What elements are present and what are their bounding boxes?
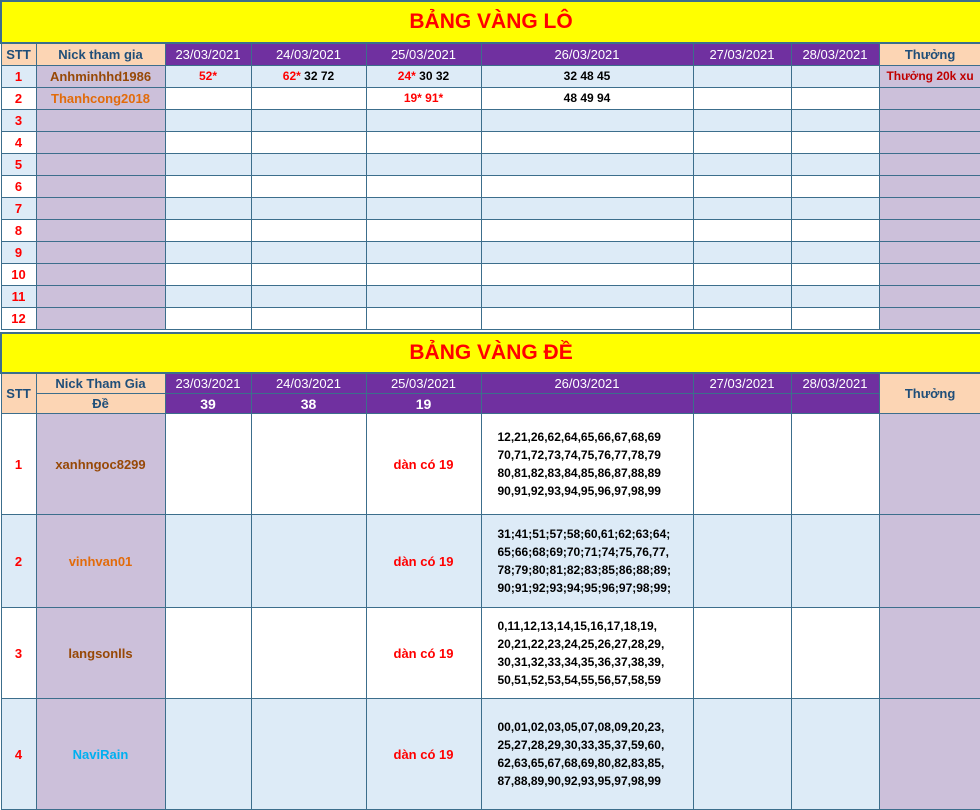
de-cell [165, 515, 251, 608]
lo-header-date-2: 24/03/2021 [251, 43, 366, 65]
lo-cell [251, 241, 366, 263]
lo-row-stt: 4 [1, 131, 36, 153]
de-cell-numbers [481, 515, 693, 608]
de-row-reward [879, 515, 980, 608]
lo-row-reward [879, 109, 980, 131]
lo-row [1, 219, 980, 241]
de-header-date-3: 25/03/2021 [366, 373, 481, 394]
lo-header-nick: Nick tham gia [36, 43, 165, 65]
lo-cell [251, 87, 366, 109]
lo-cell [366, 87, 481, 109]
lo-cell [165, 153, 251, 175]
lo-cell [693, 241, 791, 263]
lo-cell-black: 30 32 [415, 69, 450, 83]
lo-cell [251, 109, 366, 131]
lo-cell [165, 197, 251, 219]
de-number-line: 0,11,12,13,14,15,16,17,18,19, [497, 619, 657, 633]
de-cell [251, 699, 366, 810]
lo-cell [366, 197, 481, 219]
de-cell [693, 414, 791, 515]
lo-cell [791, 65, 879, 87]
de-number-line: 00,01,02,03,05,07,08,09,20,23, [497, 720, 665, 734]
lo-cell [481, 307, 693, 329]
lo-cell [251, 219, 366, 241]
lo-cell [481, 241, 693, 263]
lo-row-nick [36, 131, 165, 153]
de-header-de-label: Đề [36, 394, 165, 414]
de-number-line: 30,31,32,33,34,35,36,37,38,39, [497, 655, 665, 669]
de-number-line: 50,51,52,53,54,55,56,57,58,59 [497, 673, 661, 687]
de-row-stt: 2 [1, 515, 36, 608]
de-result-5 [693, 394, 791, 414]
lo-row [1, 65, 980, 87]
lo-cell [251, 307, 366, 329]
lo-cell [693, 197, 791, 219]
de-row-stt: 3 [1, 608, 36, 699]
lo-cell [791, 219, 879, 241]
lo-row-reward [879, 131, 980, 153]
lo-row-reward [879, 87, 980, 109]
lo-cell [481, 109, 693, 131]
lo-row-reward [879, 241, 980, 263]
lo-row-nick [36, 241, 165, 263]
lo-cell [165, 241, 251, 263]
lo-cell [693, 153, 791, 175]
de-row-reward [879, 699, 980, 810]
lo-row [1, 153, 980, 175]
de-header-reward: Thưởng [879, 373, 980, 414]
de-number-line: 90,91,92,93,94,95,96,97,98,99 [497, 484, 661, 498]
lo-row [1, 263, 980, 285]
lo-cell [481, 219, 693, 241]
de-header-stt: STT [1, 373, 36, 414]
de-header-date-1: 23/03/2021 [165, 373, 251, 394]
lo-cell [251, 131, 366, 153]
lo-row-nick [36, 263, 165, 285]
lo-cell [791, 263, 879, 285]
de-row-nick: xanhngoc8299 [36, 414, 165, 515]
lo-cell [693, 307, 791, 329]
de-cell-note: dàn có 19 [366, 699, 481, 810]
de-cell [791, 515, 879, 608]
de-result-1: 39 [165, 394, 251, 414]
de-cell-note: dàn có 19 [366, 414, 481, 515]
lo-row-nick [36, 307, 165, 329]
lo-row-reward [879, 197, 980, 219]
de-row-stt: 1 [1, 414, 36, 515]
de-table [0, 332, 980, 810]
lo-cell [165, 109, 251, 131]
lo-row-stt: 11 [1, 285, 36, 307]
lo-cell [693, 219, 791, 241]
lo-cell [165, 263, 251, 285]
de-cell [165, 608, 251, 699]
de-cell [693, 515, 791, 608]
de-title: BẢNG VÀNG ĐỀ [1, 333, 980, 373]
de-result-6 [791, 394, 879, 414]
lo-cell [366, 109, 481, 131]
lo-cell [251, 197, 366, 219]
de-cell [251, 608, 366, 699]
lo-cell [366, 263, 481, 285]
lo-header-reward: Thưởng [879, 43, 980, 65]
lo-row-nick: Thanhcong2018 [36, 87, 165, 109]
lo-cell-red: 52* [198, 69, 218, 83]
de-header-date-2: 24/03/2021 [251, 373, 366, 394]
lo-row-nick [36, 197, 165, 219]
de-cell [251, 414, 366, 515]
lo-cell [366, 153, 481, 175]
lo-cell-black: 32 48 45 [563, 69, 611, 83]
de-header-date-4: 26/03/2021 [481, 373, 693, 394]
lo-row-reward [879, 153, 980, 175]
lo-row-nick [36, 219, 165, 241]
de-cell [693, 699, 791, 810]
de-row-reward [879, 414, 980, 515]
lo-row [1, 131, 980, 153]
de-cell-note: dàn có 19 [366, 608, 481, 699]
lo-row-stt: 12 [1, 307, 36, 329]
lo-row-reward [879, 263, 980, 285]
lo-cell-red: 19* 91* [403, 91, 444, 105]
lo-row-reward [879, 219, 980, 241]
lo-cell-black: 48 49 94 [563, 91, 611, 105]
de-cell [251, 515, 366, 608]
lo-row [1, 307, 980, 329]
de-number-line: 90;91;92;93;94;95;96;97;98;99; [497, 581, 671, 595]
lo-row-nick: Anhminhhd1986 [36, 65, 165, 87]
lo-header-date-1: 23/03/2021 [165, 43, 251, 65]
de-cell-numbers [481, 699, 693, 810]
lo-row-reward [879, 285, 980, 307]
lo-row [1, 109, 980, 131]
lo-cell-red: 62* [282, 69, 301, 83]
lo-cell [165, 175, 251, 197]
lo-row [1, 175, 980, 197]
de-cell-numbers [481, 608, 693, 699]
de-number-line: 70,71,72,73,74,75,76,77,78,79 [497, 448, 661, 462]
lo-row-stt: 8 [1, 219, 36, 241]
lo-cell [791, 131, 879, 153]
lo-cell [366, 219, 481, 241]
de-cell [791, 699, 879, 810]
lo-cell [693, 109, 791, 131]
lo-cell [165, 65, 251, 87]
lo-table [0, 0, 980, 330]
lo-cell [251, 153, 366, 175]
de-cell [165, 699, 251, 810]
lo-cell [481, 175, 693, 197]
de-header-date-6: 28/03/2021 [791, 373, 879, 394]
lo-cell [693, 65, 791, 87]
de-number-line: 25,27,28,29,30,33,35,37,59,60, [497, 738, 665, 752]
lo-cell [693, 263, 791, 285]
de-cell-numbers [481, 414, 693, 515]
lo-row-stt: 7 [1, 197, 36, 219]
lo-cell [366, 241, 481, 263]
de-row-nick: NaviRain [36, 699, 165, 810]
de-row-reward [879, 608, 980, 699]
de-row [1, 699, 980, 810]
lo-cell [791, 197, 879, 219]
lo-cell [481, 87, 693, 109]
lo-row-stt: 2 [1, 87, 36, 109]
de-cell-note: dàn có 19 [366, 515, 481, 608]
lo-cell [481, 65, 693, 87]
lo-row-nick [36, 175, 165, 197]
lo-cell [791, 153, 879, 175]
de-row [1, 608, 980, 699]
de-row-nick: vinhvan01 [36, 515, 165, 608]
lo-row-nick [36, 285, 165, 307]
lo-row-reward [879, 175, 980, 197]
lo-cell [481, 263, 693, 285]
de-row [1, 414, 980, 515]
lo-cell [791, 307, 879, 329]
lo-cell [366, 285, 481, 307]
lo-row-reward: Thưởng 20k xu [879, 65, 980, 87]
lo-title: BẢNG VÀNG LÔ [1, 1, 980, 43]
lo-cell [693, 131, 791, 153]
de-number-line: 31;41;51;57;58;60,61;62;63;64; [497, 527, 671, 541]
lo-header-date-4: 26/03/2021 [481, 43, 693, 65]
lo-cell [791, 175, 879, 197]
lo-cell [251, 175, 366, 197]
de-header-date-5: 27/03/2021 [693, 373, 791, 394]
lo-cell [791, 109, 879, 131]
de-header-nick: Nick Tham Gia [36, 373, 165, 394]
lo-cell [251, 263, 366, 285]
lo-cell [481, 197, 693, 219]
lo-row [1, 87, 980, 109]
lo-cell [481, 285, 693, 307]
lo-cell [165, 219, 251, 241]
lo-row-stt: 3 [1, 109, 36, 131]
lo-row-stt: 10 [1, 263, 36, 285]
lo-cell [481, 131, 693, 153]
lo-cell [165, 307, 251, 329]
de-row-nick: langsonlls [36, 608, 165, 699]
lo-row-nick [36, 153, 165, 175]
lo-header-date-3: 25/03/2021 [366, 43, 481, 65]
lo-cell [165, 87, 251, 109]
lo-cell [165, 285, 251, 307]
de-result-2: 38 [251, 394, 366, 414]
de-cell [791, 414, 879, 515]
lo-row-stt: 9 [1, 241, 36, 263]
lo-row [1, 241, 980, 263]
de-number-line: 12,21,26,62,64,65,66,67,68,69 [497, 430, 661, 444]
lo-cell [791, 285, 879, 307]
lo-cell [791, 87, 879, 109]
lo-header-date-5: 27/03/2021 [693, 43, 791, 65]
lo-header-date-6: 28/03/2021 [791, 43, 879, 65]
lo-cell [366, 175, 481, 197]
lo-row-stt: 1 [1, 65, 36, 87]
lo-cell [481, 153, 693, 175]
de-result-4 [481, 394, 693, 414]
lo-row-nick [36, 109, 165, 131]
lo-cell [251, 285, 366, 307]
de-number-line: 20,21,22,23,24,25,26,27,28,29, [497, 637, 665, 651]
de-number-line: 65;66;68;69;70;71;74;75,76,77, [497, 545, 669, 559]
de-number-line: 87,88,89,90,92,93,95,97,98,99 [497, 774, 661, 788]
lo-row [1, 197, 980, 219]
de-number-line: 80,81,82,83,84,85,86,87,88,89 [497, 466, 661, 480]
lo-cell [366, 65, 481, 87]
de-number-line: 78;79;80;81;82;83;85;86;88;89; [497, 563, 671, 577]
lo-cell [251, 65, 366, 87]
lo-row-reward [879, 307, 980, 329]
de-row-stt: 4 [1, 699, 36, 810]
lo-cell-black: 32 72 [300, 69, 335, 83]
de-number-line: 62,63,65,67,68,69,80,82,83,85, [497, 756, 665, 770]
lo-cell-red: 24* [397, 69, 416, 83]
lo-row [1, 285, 980, 307]
de-cell [693, 608, 791, 699]
lo-cell [366, 131, 481, 153]
lo-header-stt: STT [1, 43, 36, 65]
lo-cell [165, 131, 251, 153]
de-row [1, 515, 980, 608]
lo-cell [693, 175, 791, 197]
lo-row-stt: 6 [1, 175, 36, 197]
lo-row-stt: 5 [1, 153, 36, 175]
lo-cell [366, 307, 481, 329]
lo-cell [791, 241, 879, 263]
lo-cell [693, 87, 791, 109]
de-cell [791, 608, 879, 699]
de-result-3: 19 [366, 394, 481, 414]
de-cell [165, 414, 251, 515]
lo-cell [693, 285, 791, 307]
